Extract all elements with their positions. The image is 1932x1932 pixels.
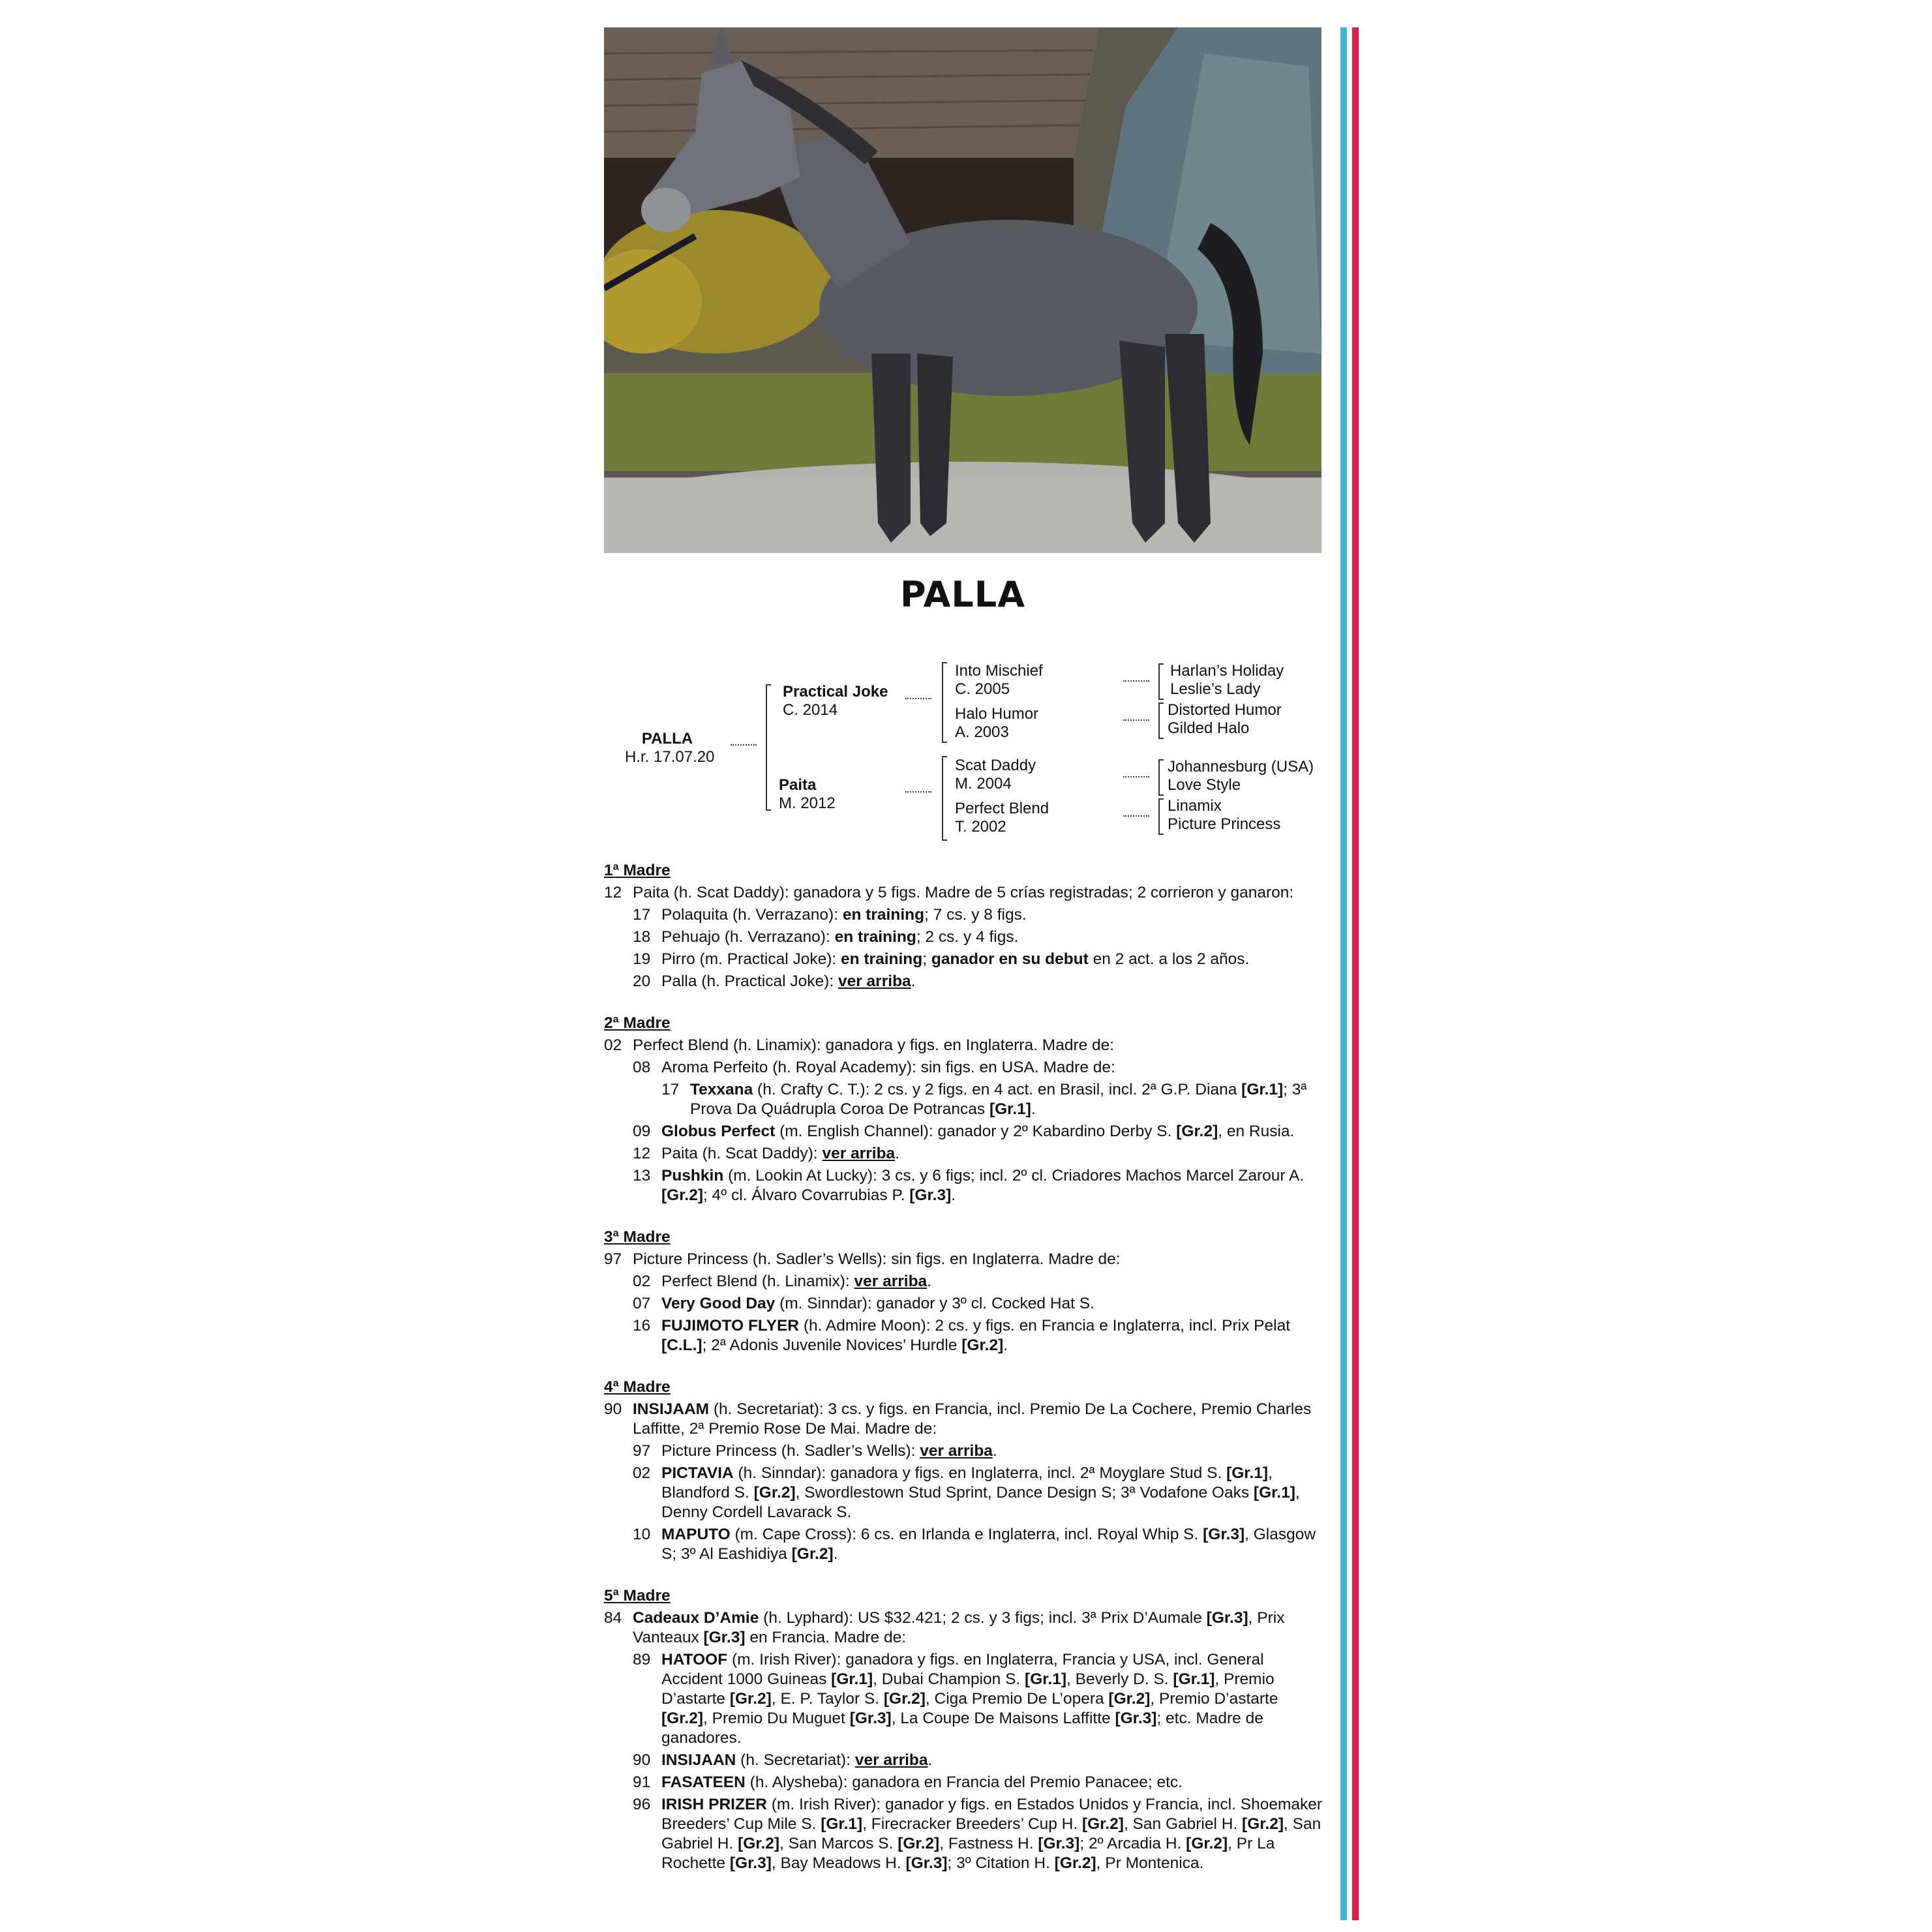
entry-year: 18 — [633, 928, 651, 946]
pedigree-dam — [779, 776, 836, 813]
entry-text: Cadeaux D’Amie (h. Lyphard): US $32.421; 2 cs. y 3 figs; incl. 3ª Prix D’Aumale [Gr.3], Prix Vanteaux [Gr.3] en Francia. Madre de: — [633, 1609, 1285, 1646]
entry-text: IRISH PRIZER (m. Irish River): ganador y figs. en Estados Unidos y Francia, incl. Shoemaker Breeders’ Cup Mile S. [Gr.1], Firecracker Breeders’ Cup H. [Gr.2], San Gabriel H. [Gr.2], San Gabriel H. [Gr.2], San Marcos S. [Gr.2], Fastness H. [Gr.3]; 2º Arcadia H. [Gr.2], Pr La Rochette [Gr.3], Bay Meadows H. [Gr.3]; 3º Citation H. [Gr.2], Pr Montenica. — [661, 1796, 1323, 1872]
gen3-name: Gilded Halo — [1168, 719, 1250, 737]
bracket — [1158, 798, 1164, 835]
entry-text: Pehuajo (h. Verrazano): en training; 2 cs. y 4 figs. — [661, 928, 1019, 946]
entry-year: 12 — [633, 1145, 651, 1162]
pedigree-gen3-3 — [1168, 797, 1280, 834]
entry-text: Perfect Blend (h. Linamix): ganadora y figs. en Inglaterra. Madre de: — [633, 1036, 1115, 1054]
family-entry — [604, 883, 1328, 903]
sire-detail: C. 2014 — [783, 701, 838, 719]
family-entry — [604, 950, 1328, 969]
pedigree-subject — [625, 730, 715, 766]
family-entry — [604, 1773, 1328, 1792]
bracket — [1158, 702, 1164, 739]
family-entry — [604, 1080, 1328, 1119]
family-entry — [604, 1036, 1328, 1055]
family-entry — [604, 1316, 1328, 1355]
subject-name: PALLA — [641, 730, 693, 747]
gen3-name: Love Style — [1168, 776, 1241, 794]
entry-year: 84 — [604, 1609, 622, 1627]
entry-text: Very Good Day (m. Sinndar): ganador y 3º cl. Cocked Hat S. — [661, 1295, 1094, 1312]
entry-text: Picture Princess (h. Sadler’s Wells): sin figs. en Inglaterra. Madre de: — [633, 1250, 1121, 1268]
bracket — [942, 662, 947, 743]
gen2-name: Halo Humor — [955, 705, 1039, 723]
pedigree-gen3-2 — [1168, 758, 1314, 794]
see-above-link[interactable]: ver arriba — [854, 1273, 928, 1290]
bracket — [766, 684, 771, 811]
gen3-name: Leslie’s Lady — [1170, 680, 1261, 698]
entry-text: Paita (h. Scat Daddy): ganadora y 5 figs. Madre de 5 crías registradas; 2 corrieron y ganaron: — [633, 884, 1294, 901]
entry-year: 90 — [633, 1751, 651, 1769]
entry-year: 20 — [633, 973, 651, 990]
red-stripe — [1352, 27, 1359, 1920]
pedigree-gen3-0 — [1170, 662, 1284, 699]
family-entry — [604, 1464, 1328, 1522]
entry-text: HATOOF (m. Irish River): ganadora y figs. en Inglaterra, Francia y USA, incl. General Accident 1000 Guineas [Gr.1], Dubai Champion S. [Gr.1], Beverly D. S. [Gr.1], Premio D’astarte [Gr.2], E. P. Taylor S. [Gr.2], Ciga Premio De L’opera [Gr.2], Premio D’astarte [Gr.2], Premio Du Muguet [Gr.3], La Coupe De Maisons Laffitte [Gr.3]; etc. Madre de ganadores. — [661, 1651, 1278, 1747]
family-entry — [604, 1250, 1328, 1269]
family-entry — [604, 1650, 1328, 1748]
entry-text: Paita (h. Scat Daddy): ver arriba. — [661, 1145, 899, 1162]
dam-section — [604, 861, 1328, 991]
family-entry — [604, 1608, 1328, 1648]
family-entry — [604, 1441, 1328, 1461]
dam-section — [604, 1228, 1328, 1355]
entry-text: Perfect Blend (h. Linamix): ver arriba. — [661, 1273, 931, 1290]
blue-stripe — [1340, 27, 1347, 1920]
entry-text: Picture Princess (h. Sadler’s Wells): ver arriba. — [661, 1442, 997, 1460]
family-entry — [604, 1122, 1328, 1141]
dam-name: Paita — [779, 776, 817, 794]
entry-year: 17 — [661, 1081, 680, 1098]
dam-detail: M. 2012 — [779, 794, 836, 812]
entry-text: Pushkin (m. Lookin At Lucky): 3 cs. y 6 figs; incl. 2º cl. Criadores Machos Marcel Zarour A. [Gr.2]; 4º cl. Álvaro Covarrubias P. [Gr.3]. — [661, 1167, 1305, 1204]
entry-year: 90 — [604, 1400, 622, 1418]
connector — [1123, 680, 1149, 682]
entry-year: 13 — [633, 1167, 651, 1185]
entry-year: 02 — [633, 1464, 651, 1482]
family-entry — [604, 1294, 1328, 1314]
family-sections — [604, 861, 1328, 1895]
entry-year: 19 — [633, 950, 651, 968]
family-entry — [604, 1525, 1328, 1564]
see-above-link[interactable]: ver arriba — [854, 1751, 928, 1769]
entry-year: 02 — [604, 1036, 622, 1054]
pedigree-gen2-2 — [955, 757, 1036, 793]
entry-year: 97 — [633, 1442, 651, 1460]
dam-section — [604, 1014, 1328, 1205]
gen3-name: Picture Princess — [1168, 815, 1281, 833]
gen2-detail: T. 2002 — [955, 818, 1006, 836]
pedigree-gen2-3 — [955, 800, 1049, 836]
entry-year: 96 — [633, 1796, 651, 1813]
pedigree-chart — [604, 656, 1321, 845]
entry-text: Globus Perfect (m. English Channel): ganador y 2º Kabardino Derby S. [Gr.2], en Rusia. — [661, 1123, 1295, 1140]
entry-text: Polaquita (h. Verrazano): en training; 7 cs. y 8 figs. — [661, 906, 1027, 924]
gen3-name: Johannesburg (USA) — [1168, 758, 1314, 776]
section-title: 5ª Madre — [604, 1587, 671, 1605]
entry-text: FASATEEN (h. Alysheba): ganadora en Francia del Premio Panacee; etc. — [661, 1774, 1183, 1791]
section-title: 4ª Madre — [604, 1378, 671, 1396]
family-entry — [604, 1795, 1328, 1873]
connector — [1123, 776, 1149, 777]
family-entry — [604, 1272, 1328, 1291]
entry-year: 97 — [604, 1250, 622, 1268]
connector — [1123, 719, 1149, 721]
dam-section — [604, 1586, 1328, 1873]
connector — [905, 698, 931, 699]
family-entry — [604, 1166, 1328, 1205]
gen2-name: Perfect Blend — [955, 800, 1049, 817]
entry-year: 10 — [633, 1526, 651, 1543]
entry-year: 16 — [633, 1317, 651, 1335]
bracket — [1158, 663, 1164, 700]
pedigree-sire — [783, 683, 888, 719]
entry-year: 89 — [633, 1651, 651, 1668]
gen3-name: Linamix — [1168, 797, 1222, 815]
entry-text: Palla (h. Practical Joke): ver arriba. — [661, 973, 916, 990]
connector — [1123, 815, 1149, 817]
entry-year: 02 — [633, 1273, 651, 1290]
see-above-link[interactable]: ver arriba — [838, 973, 911, 990]
subject-detail: H.r. 17.07.20 — [625, 748, 715, 766]
pedigree-gen3-1 — [1168, 701, 1282, 738]
entry-text: INSIJAAM (h. Secretariat): 3 cs. y figs. en Francia, incl. Premio De La Cochere, Premio Charles Laffitte, 2ª Premio Rose De Mai. Madre de: — [633, 1400, 1312, 1438]
family-entry — [604, 928, 1328, 947]
family-entry — [604, 905, 1328, 925]
dam-section — [604, 1378, 1328, 1564]
pedigree-gen2-0 — [955, 662, 1043, 699]
horse-name-title: PALLA — [899, 574, 1026, 615]
family-entry — [604, 972, 1328, 991]
gen2-name: Into Mischief — [955, 662, 1043, 680]
entry-year: 09 — [633, 1123, 651, 1140]
entry-text: Pirro (m. Practical Joke): en training; ganador en su debut en 2 act. a los 2 años. — [661, 950, 1250, 968]
entry-year: 91 — [633, 1774, 651, 1791]
section-title: 3ª Madre — [604, 1228, 671, 1246]
gen2-detail: A. 2003 — [955, 723, 1009, 741]
entry-text: MAPUTO (m. Cape Cross): 6 cs. en Irlanda e Inglaterra, incl. Royal Whip S. [Gr.3], Glasgow S; 3º Al Eashidiya [Gr.2]. — [661, 1526, 1316, 1563]
connector — [731, 744, 757, 746]
entry-text: INSIJAAN (h. Secretariat): ver arriba. — [661, 1751, 933, 1769]
sire-name: Practical Joke — [783, 683, 888, 701]
section-title: 2ª Madre — [604, 1014, 671, 1032]
gen3-name: Distorted Humor — [1168, 701, 1282, 719]
section-title: 1ª Madre — [604, 862, 671, 879]
entry-text: Aroma Perfeito (h. Royal Academy): sin figs. en USA. Madre de: — [661, 1059, 1115, 1076]
gen2-name: Scat Daddy — [955, 757, 1036, 774]
family-entry — [604, 1058, 1328, 1078]
connector — [905, 791, 931, 792]
gen2-detail: C. 2005 — [955, 680, 1010, 698]
family-entry — [604, 1751, 1328, 1770]
gen3-name: Harlan’s Holiday — [1170, 662, 1284, 680]
family-entry — [604, 1400, 1328, 1439]
bracket — [1158, 759, 1164, 796]
entry-text: PICTAVIA (h. Sinndar): ganadora y figs. en Inglaterra, incl. 2ª Moyglare Stud S. [Gr.1], Blandford S. [Gr.2], Swordlestown Stud Sprint, Dance Design S; 3ª Vodafone Oaks [Gr.1], Denny Cordell Lavarack S. — [661, 1464, 1300, 1521]
entry-year: 08 — [633, 1059, 651, 1076]
entry-year: 07 — [633, 1295, 651, 1312]
see-above-link[interactable]: ver arriba — [822, 1145, 896, 1162]
horse-photo — [604, 27, 1321, 553]
pedigree-gen2-1 — [955, 705, 1038, 742]
family-entry — [604, 1144, 1328, 1164]
gen2-detail: M. 2004 — [955, 775, 1012, 792]
entry-text: FUJIMOTO FLYER (h. Admire Moon): 2 cs. y figs. en Francia e Inglaterra, incl. Prix Pelat [C.L.]; 2ª Adonis Juvenile Novices’ Hurdle [Gr.2]. — [661, 1317, 1291, 1354]
see-above-link[interactable]: ver arriba — [920, 1442, 993, 1460]
entry-year: 12 — [604, 884, 622, 901]
bracket — [942, 756, 947, 841]
entry-year: 17 — [633, 906, 651, 924]
entry-text: Texxana (h. Crafty C. T.): 2 cs. y 2 figs. en 4 act. en Brasil, incl. 2ª G.P. Diana [Gr.1]; 3ª Prova Da Quádrupla Coroa De Potrancas [Gr.1]. — [690, 1081, 1307, 1118]
